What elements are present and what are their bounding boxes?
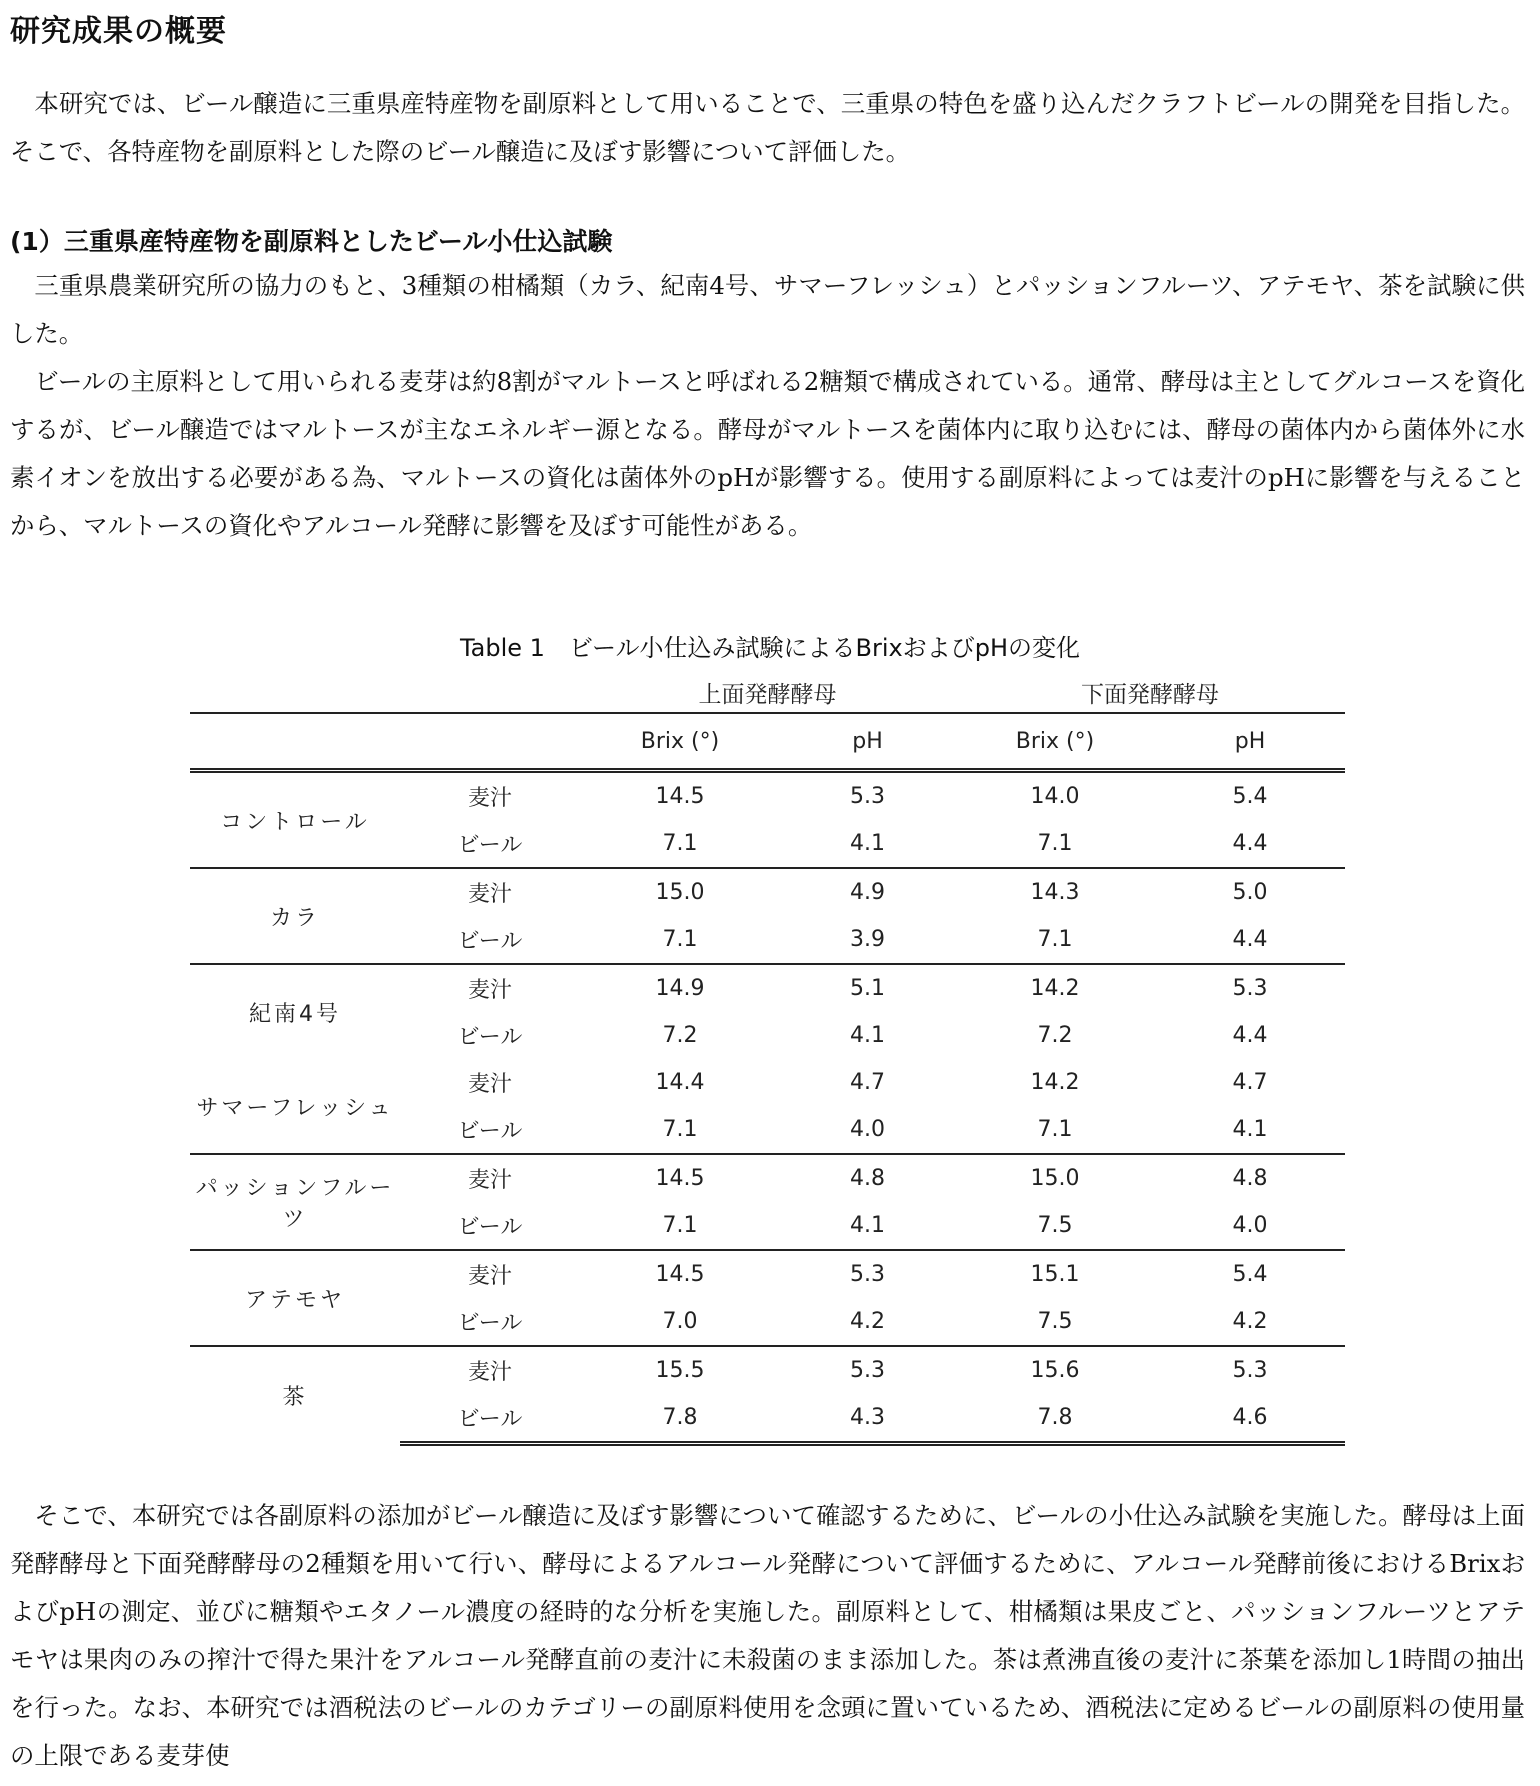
ph-bottom-cell: 4.8 xyxy=(1155,1154,1345,1202)
ph-top-cell: 4.2 xyxy=(850,1309,885,1334)
section-paragraph-3: そこで、本研究では各副原料の添加がビール醸造に及ぼす影響について確認するために、ビールの小仕込み試験を実施した。酵母は上面発酵酵母と下面発酵酵母の2種類を用いて行い、酵母によるアルコール発酵について評価するために、アルコール発酵前後におけるBrixおよびpHの測定、並びに糖類やエタノール濃度の経時的な分析を実施した。副原料として、柑橘類は果皮ごと、パッションフルーツとアテモヤは果肉のみの搾汁で得た果汁をアルコール発酵直前の麦汁に未殺菌のまま添加した。茶は煮沸直後の麦汁に茶葉を添加し1時間の抽出を行った。なお、本研究では酒税法のビールのカテゴリーの副原料使用を念頭に置いているため、酒税法に定めるビールの副原料の使用量の上限である麦芽使 xyxy=(10,1501,1525,1770)
intro-paragraph: 本研究では、ビール醸造に三重県産特産物を副原料として用いることで、三重県の特色を盛り込んだクラフトビールの開発を目指した。そこで、各特産物を副原料とした際のビール醸造に及ぼす影響について評価した。 xyxy=(10,89,1525,166)
stage-cell: ビール xyxy=(457,1119,523,1144)
brix-bottom-cell: 7.1 xyxy=(1037,1117,1073,1142)
brix-bottom-cell: 7.2 xyxy=(1037,1023,1073,1048)
header-blank xyxy=(400,713,580,771)
ph-top-cell: 4.0 xyxy=(850,1117,885,1142)
ph-top-cell: 4.7 xyxy=(850,1070,885,1095)
ph-top-cell: 3.9 xyxy=(850,927,885,952)
ph-bottom-cell: 4.2 xyxy=(1232,1309,1268,1334)
brix-top-cell: 7.8 xyxy=(580,1394,780,1444)
brix-top-cell: 14.4 xyxy=(655,1070,705,1095)
stage-cell: ビール xyxy=(457,1025,523,1050)
sample-name-cell: アテモヤ xyxy=(190,1250,400,1346)
brix-bottom-cell: 7.8 xyxy=(955,1394,1155,1444)
table-row xyxy=(190,868,1345,916)
sample-name-cell: 紀南4号 xyxy=(190,964,400,1059)
stage-cell: ビール xyxy=(457,1311,523,1336)
ph-bottom-cell: 4.4 xyxy=(1232,927,1268,952)
brix-bottom-cell: 15.1 xyxy=(955,1250,1155,1298)
sample-name-cell: サマーフレッシュ xyxy=(196,1095,394,1121)
ph-top-cell: 5.3 xyxy=(780,1250,955,1298)
table-row xyxy=(190,1059,1345,1106)
brix-top-cell: 15.0 xyxy=(580,868,780,916)
stage-cell: 麦汁 xyxy=(467,1072,512,1097)
ph-top-cell: 4.1 xyxy=(850,831,885,856)
header-blank xyxy=(190,672,400,713)
brix-top-cell: 15.5 xyxy=(580,1346,780,1394)
stage-cell: ビール xyxy=(457,1215,523,1240)
stage-cell: ビール xyxy=(457,929,523,954)
section-paragraph-1: 三重県農業研究所の協力のもと、3種類の柑橘類（カラ、紀南4号、サマーフレッシュ）とパッションフルーツ、アテモヤ、茶を試験に供した。 xyxy=(10,271,1525,348)
ph-bottom-cell: 5.3 xyxy=(1155,1346,1345,1394)
ph-top-cell: 5.3 xyxy=(780,1346,955,1394)
table-row xyxy=(190,964,1345,1012)
ph-top-cell: 5.1 xyxy=(780,964,955,1012)
ph-top-cell: 4.1 xyxy=(850,1023,885,1048)
sample-name-cell: コントロール xyxy=(220,809,370,835)
brix-bottom-cell: 7.5 xyxy=(1037,1213,1073,1238)
header-blank xyxy=(190,713,400,771)
sample-name-cell: 茶 xyxy=(190,1346,400,1444)
brix-bottom-cell: 14.2 xyxy=(1030,1070,1080,1095)
col-header-ph-top: pH xyxy=(780,713,955,771)
ph-bottom-cell: 5.3 xyxy=(1155,964,1345,1012)
table-caption: Table 1 ビール小仕込み試験によるBrixおよびpHの変化 xyxy=(459,634,1080,662)
brix-top-cell: 14.5 xyxy=(655,784,705,809)
group-header-bottom-fermenting: 下面発酵酵母 xyxy=(1081,681,1219,708)
brix-top-cell: 7.1 xyxy=(662,1213,698,1238)
ph-bottom-cell: 4.1 xyxy=(1232,1117,1268,1142)
stage-cell: 麦汁 xyxy=(400,964,580,1012)
page-title: 研究成果の概要 xyxy=(10,14,227,49)
brix-bottom-cell: 14.0 xyxy=(1030,784,1080,809)
table-body xyxy=(190,771,1345,1444)
ph-top-cell: 4.3 xyxy=(780,1394,955,1444)
brix-bottom-cell: 15.6 xyxy=(955,1346,1155,1394)
table-row xyxy=(190,1154,1345,1202)
table-row xyxy=(190,1346,1345,1394)
brix-bottom-cell: 15.0 xyxy=(955,1154,1155,1202)
ph-top-cell: 5.3 xyxy=(850,784,885,809)
ph-bottom-cell: 4.6 xyxy=(1155,1394,1345,1444)
col-header-ph-bottom: pH xyxy=(1155,713,1345,771)
sample-name-cell: パッションフルーツ xyxy=(190,1154,400,1250)
table-row xyxy=(190,1250,1345,1298)
brix-top-cell: 14.5 xyxy=(580,1154,780,1202)
brix-bottom-cell: 14.2 xyxy=(955,964,1155,1012)
results-table xyxy=(190,672,1345,1446)
ph-top-cell: 4.8 xyxy=(780,1154,955,1202)
stage-cell: ビール xyxy=(400,1394,580,1444)
ph-bottom-cell: 4.0 xyxy=(1232,1213,1268,1238)
brix-bottom-cell: 7.1 xyxy=(1037,927,1073,952)
brix-bottom-cell: 7.5 xyxy=(1037,1309,1073,1334)
brix-top-cell: 7.2 xyxy=(662,1023,698,1048)
brix-top-cell: 7.1 xyxy=(662,831,698,856)
brix-top-cell: 14.9 xyxy=(580,964,780,1012)
ph-bottom-cell: 5.4 xyxy=(1232,784,1268,809)
header-blank xyxy=(400,672,580,713)
brix-bottom-cell: 7.1 xyxy=(1037,831,1073,856)
ph-bottom-cell: 5.4 xyxy=(1155,1250,1345,1298)
ph-top-cell: 4.9 xyxy=(780,868,955,916)
stage-cell: 麦汁 xyxy=(400,868,580,916)
stage-cell: 麦汁 xyxy=(467,786,512,811)
brix-bottom-cell: 14.3 xyxy=(955,868,1155,916)
section-paragraph-2: ビールの主原料として用いられる麦芽は約8割がマルトースと呼ばれる2糖類で構成されている。通常、酵母は主としてグルコースを資化するが、ビール醸造ではマルトースが主なエネルギー源となる。酵母がマルトースを菌体内に取り込むには、酵母の菌体内から菌体外に水素イオンを放出する必要がある為、マルトースの資化は菌体外のpHが影響する。使用する副原料によっては麦汁のpHに影響を与えることから、マルトースの資化やアルコール発酵に影響を及ぼす可能性がある。 xyxy=(10,367,1525,540)
sample-name-cell: カラ xyxy=(190,868,400,964)
brix-top-cell: 7.1 xyxy=(662,927,698,952)
brix-top-cell: 14.5 xyxy=(580,1250,780,1298)
stage-cell: 麦汁 xyxy=(400,1346,580,1394)
col-header-brix-bottom: Brix (°) xyxy=(955,713,1155,771)
ph-top-cell: 4.1 xyxy=(850,1213,885,1238)
stage-cell: 麦汁 xyxy=(400,1154,580,1202)
stage-cell: 麦汁 xyxy=(400,1250,580,1298)
brix-top-cell: 7.0 xyxy=(662,1309,698,1334)
ph-bottom-cell: 5.0 xyxy=(1155,868,1345,916)
table-row xyxy=(190,771,1345,821)
stage-cell: ビール xyxy=(457,833,523,858)
group-header-top-fermenting: 上面発酵酵母 xyxy=(698,681,837,708)
ph-bottom-cell: 4.4 xyxy=(1232,831,1268,856)
ph-bottom-cell: 4.7 xyxy=(1232,1070,1268,1095)
brix-top-cell: 7.1 xyxy=(662,1117,698,1142)
section-heading: (1）三重県産特産物を副原料としたビール小仕込試験 xyxy=(10,227,613,256)
col-header-brix-top: Brix (°) xyxy=(580,713,780,771)
ph-bottom-cell: 4.4 xyxy=(1232,1023,1268,1048)
